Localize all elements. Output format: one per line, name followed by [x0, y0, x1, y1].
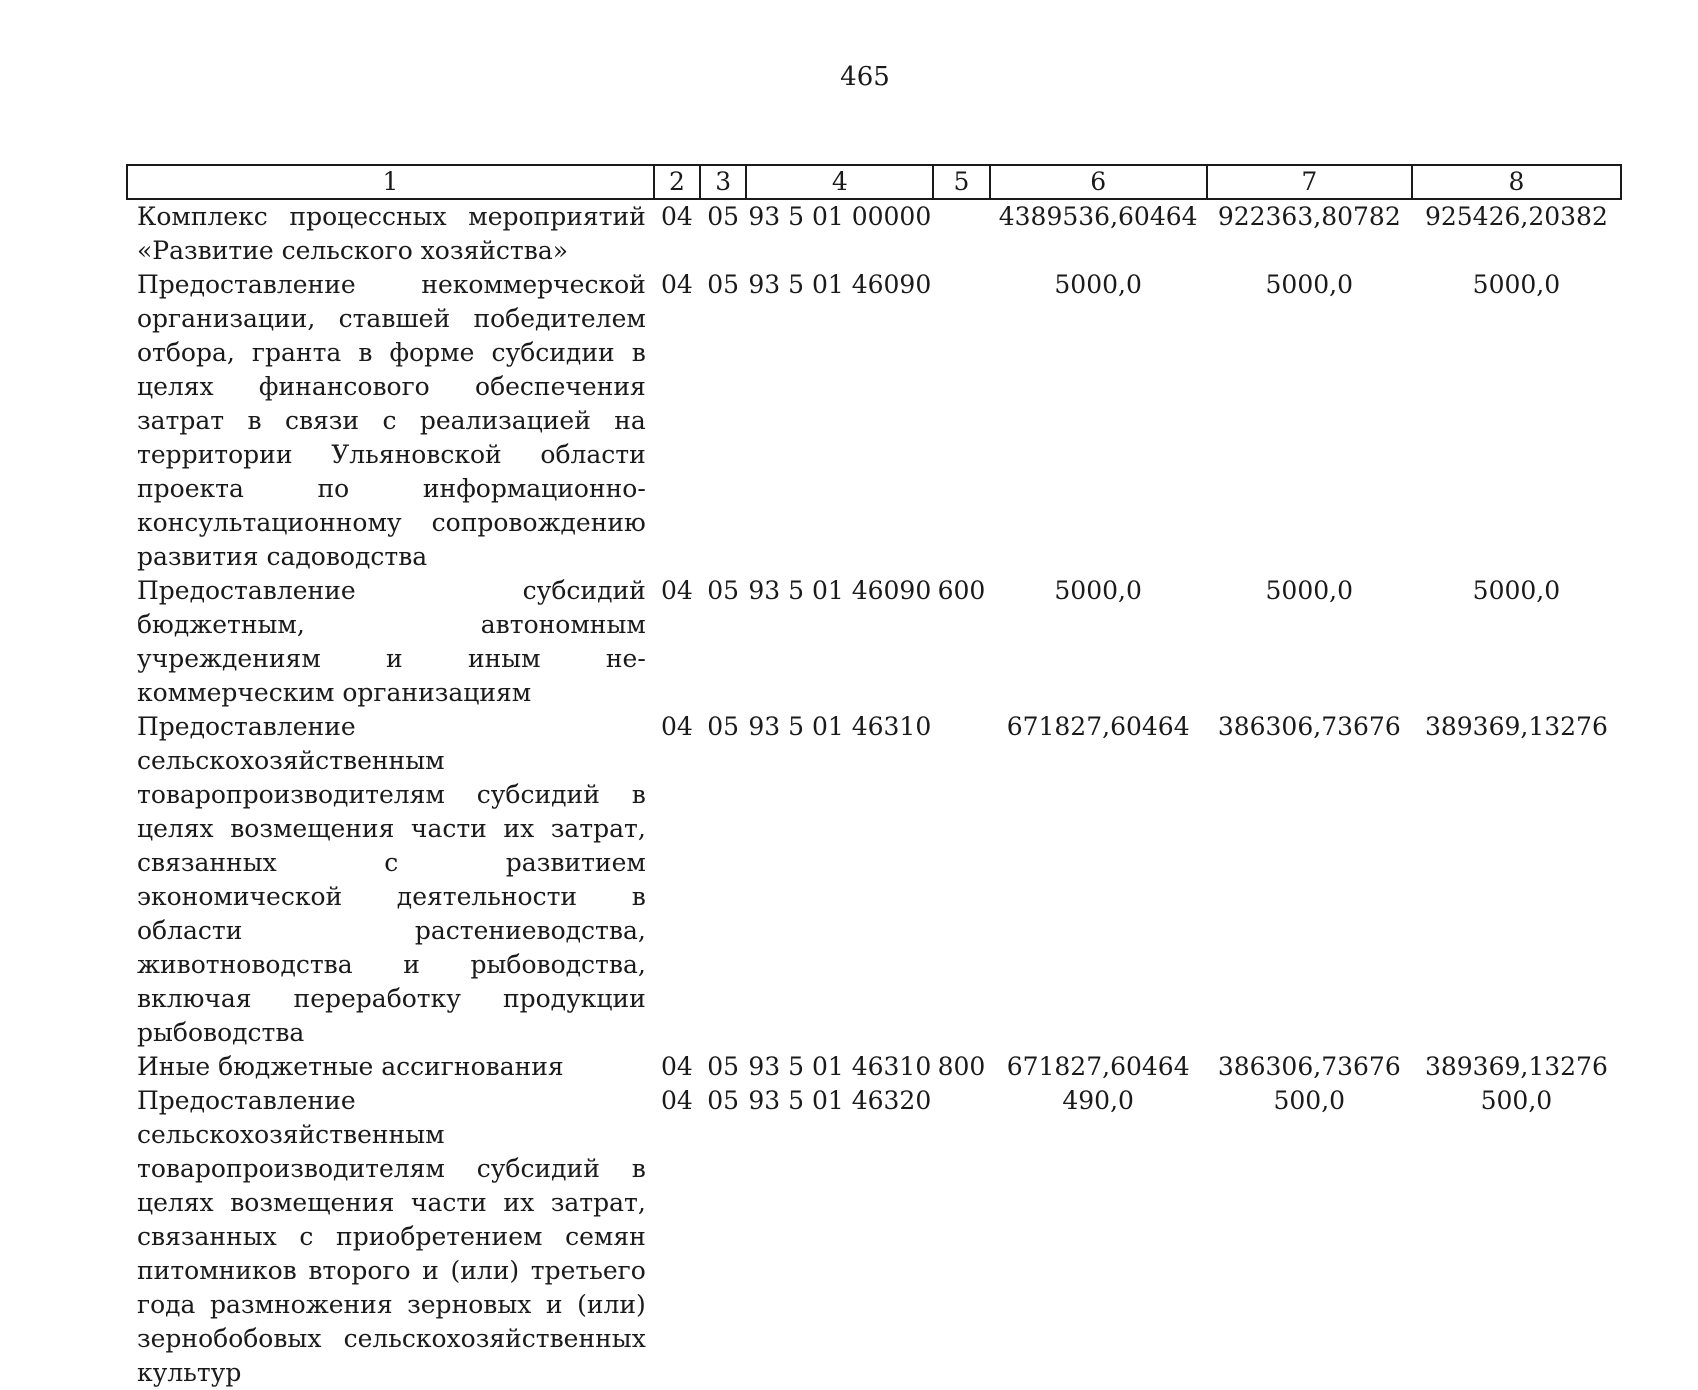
row-amount-year-1: 5000,0 — [1054, 576, 1142, 605]
table-row — [127, 1084, 1621, 1390]
table-header-row — [127, 165, 1621, 199]
column-header-1: 1 — [127, 165, 654, 199]
row-amount-year-1: 671827,60464 — [1006, 1052, 1190, 1081]
row-amount-year-3: 5000,0 — [1472, 576, 1561, 605]
row-amount-year-1: 5000,0 — [1054, 270, 1142, 299]
row-target-article-code: 93 5 01 46090 — [748, 270, 932, 299]
row-amount-year-2: 5000,0 — [1265, 270, 1354, 299]
row-amount-year-2: 386306,73676 — [1217, 1052, 1401, 1081]
row-subsection-code: 05 — [707, 270, 740, 299]
row-amount-year-3: 389369,13276 — [1424, 712, 1608, 741]
row-description: Предоставление сельскохозяйственным товаропроизводителям субсидий в целях возмещения части их затрат, связанных с развитием экономической деятельности в области растениеводства, животноводства и рыбоводства, включая переработку продукции рыбоводства — [137, 712, 646, 1047]
row-subsection-code: 05 — [707, 712, 740, 741]
column-header-6: 6 — [990, 165, 1207, 199]
row-subsection-code: 05 — [707, 576, 740, 605]
row-target-article-code: 93 5 01 46090 — [748, 576, 932, 605]
row-amount-year-1: 490,0 — [1062, 1086, 1134, 1115]
row-amount-year-3: 925426,20382 — [1424, 202, 1608, 231]
column-header-7: 7 — [1207, 165, 1412, 199]
row-target-article-code: 93 5 01 46310 — [748, 1052, 932, 1081]
row-amount-year-3: 389369,13276 — [1424, 1052, 1608, 1081]
row-expense-type-code — [933, 268, 989, 574]
row-section-code: 04 — [661, 576, 693, 605]
row-target-article-code: 93 5 01 46310 — [748, 712, 932, 741]
row-description: Комплекс процессных мероприятий «Развитие сельского хозяйства» — [137, 202, 646, 265]
table-row — [127, 268, 1621, 574]
column-header-5: 5 — [933, 165, 989, 199]
row-subsection-code: 05 — [707, 202, 740, 231]
column-header-8: 8 — [1412, 165, 1621, 199]
row-amount-year-2: 500,0 — [1273, 1086, 1346, 1115]
column-header-4: 4 — [746, 165, 933, 199]
row-amount-year-3: 500,0 — [1480, 1086, 1553, 1115]
column-header-3: 3 — [700, 165, 746, 199]
row-amount-year-2: 5000,0 — [1265, 576, 1354, 605]
row-expense-type-code — [933, 1084, 989, 1390]
row-expense-type-code: 800 — [937, 1052, 986, 1081]
row-description: Предоставление сельскохозяйственным товаропроизводителям субсидий в целях возмещения части их затрат, связанных с приобретением семян питомников второго и (или) третьего года размножения зерновых и (или) зернобобовых сельскохозяйственных культур — [137, 1086, 646, 1387]
page-number: 465 — [840, 62, 890, 92]
column-header-2: 2 — [654, 165, 700, 199]
row-section-code: 04 — [661, 1086, 693, 1115]
row-expense-type-code — [933, 199, 989, 268]
row-expense-type-code — [933, 710, 989, 1050]
row-amount-year-3: 5000,0 — [1472, 270, 1561, 299]
row-section-code: 04 — [661, 202, 693, 231]
table-row — [127, 199, 1621, 268]
row-amount-year-1: 671827,60464 — [1006, 712, 1190, 741]
row-expense-type-code: 600 — [937, 576, 986, 605]
row-subsection-code: 05 — [707, 1086, 740, 1115]
row-target-article-code: 93 5 01 46320 — [748, 1086, 932, 1115]
budget-table — [126, 164, 1622, 1390]
table-row — [127, 710, 1621, 1050]
row-description: Предоставление субсидий бюджетным, автономным учреждениям и иным некоммерческим организациям — [137, 576, 646, 707]
table-row — [127, 574, 1621, 710]
row-description: Предоставление некоммерческой организации, ставшей победителем отбора, гранта в форме субсидии в целях финансового обеспечения затрат в связи с реализацией на территории Ульяновской области проекта по информационно-консультационному сопровождению развития садоводства — [137, 270, 646, 571]
budget-table-container — [126, 164, 1622, 1390]
row-description: Иные бюджетные ассигнования — [137, 1052, 564, 1081]
table-row — [127, 1050, 1621, 1084]
row-amount-year-1: 4389536,60464 — [998, 202, 1198, 231]
row-section-code: 04 — [661, 1052, 693, 1081]
row-section-code: 04 — [661, 270, 693, 299]
row-section-code: 04 — [661, 712, 693, 741]
row-amount-year-2: 386306,73676 — [1217, 712, 1401, 741]
row-subsection-code: 05 — [707, 1052, 740, 1081]
row-amount-year-2: 922363,80782 — [1217, 202, 1401, 231]
row-target-article-code: 93 5 01 00000 — [748, 202, 932, 231]
